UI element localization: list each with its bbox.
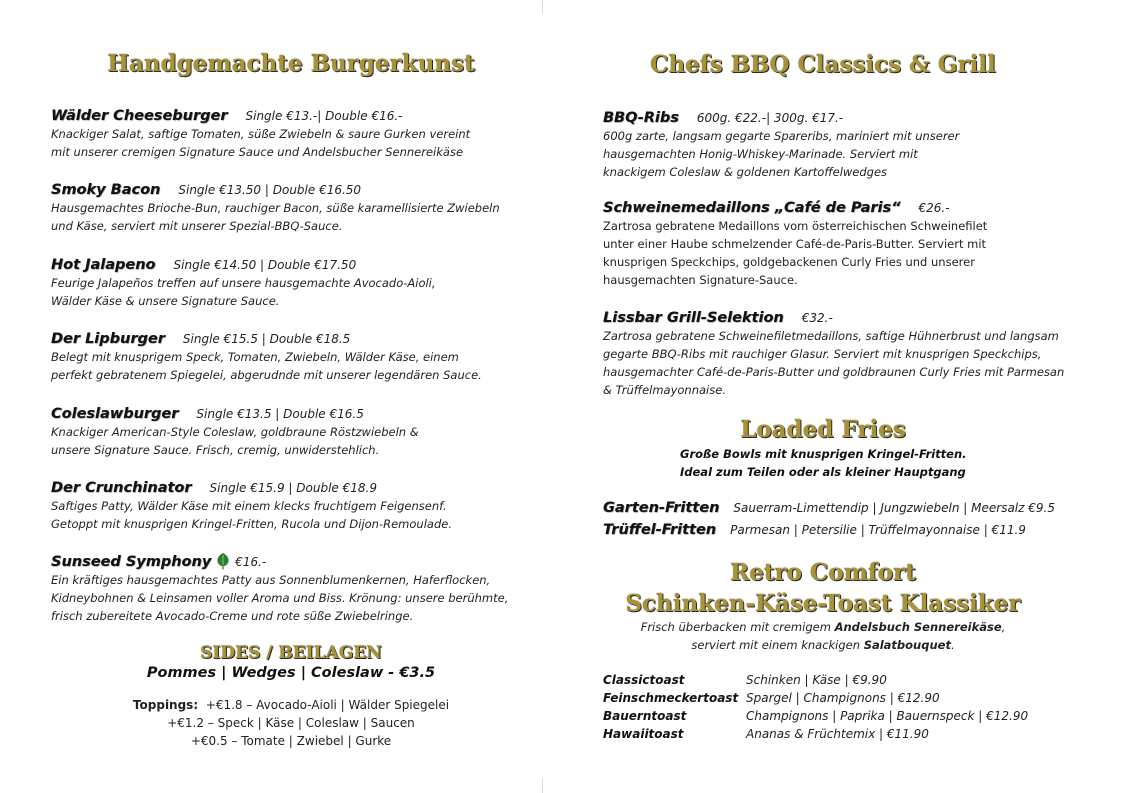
item-name: Lissbar Grill-Selektion <box>603 310 784 326</box>
item-name: Schweinemedaillons „Café de Paris“ <box>603 200 901 216</box>
menu-item <box>603 107 1083 181</box>
menu-item <box>51 328 531 384</box>
item-desc-line: knusprigen Speckchips, goldgebackenen Curly Fries und unserer <box>603 255 975 269</box>
item-name: Wälder Cheeseburger <box>51 108 228 124</box>
menu-item <box>51 105 531 161</box>
item-desc-line: perfekt gebratenem Spiegelei, abgerudnde mit unserer legendären Sauce. <box>51 368 482 382</box>
fold-line-bottom <box>542 778 543 793</box>
item-name: Smoky Bacon <box>51 182 161 198</box>
item-desc-line: Wälder Käse & unsere Signature Sauce. <box>51 294 280 308</box>
item-desc-line: frisch zubereitete Avocado-Creme und rote süße Zwiebelringe. <box>51 609 414 623</box>
item-desc-line: hausgemachten Honig-Whiskey-Marinade. Serviert mit <box>603 147 918 161</box>
menu-item <box>51 403 531 459</box>
item-desc-line: Hausgemachtes Brioche-Bun, rauchiger Bacon, süße karamellisierte Zwiebeln <box>51 201 500 215</box>
burger-section-title: Handgemachte Burgerkunst <box>107 50 475 77</box>
menu-item <box>51 254 531 310</box>
item-desc-line: unsere Signature Sauce. Frisch, cremig, unwiderstehlich. <box>51 443 380 457</box>
item-desc-line: unter einer Haube schmelzender Café-de-Paris-Butter. Serviert mit <box>603 237 987 251</box>
toppings-label: Toppings: <box>132 698 199 712</box>
item-desc-line: hausgemachter Café-de-Paris-Butter und goldbraunen Curly Fries mit Parmesan <box>603 365 1065 379</box>
retro-sub-bold: Andelsbuch Sennereikäse <box>834 620 1002 634</box>
menu-item <box>51 477 531 533</box>
retro-title-1: Retro Comfort <box>730 559 916 586</box>
toast-row <box>603 707 1028 725</box>
fries-desc: Sauerram-Limettendip | Jungzwiebeln | Meersalz €9.5 <box>733 501 1055 515</box>
item-price: Single €15.9 | Double €18.9 <box>209 481 377 495</box>
item-price: Single €14.50 | Double €17.50 <box>173 258 357 272</box>
retro-subtitle-2 <box>583 636 1063 654</box>
item-desc-line: Saftiges Patty, Wälder Käse mit einem klecks fruchtigem Feigensenf. <box>51 499 447 513</box>
sides-line: Pommes | Wedges | Coleslaw - €3.5 <box>146 665 436 681</box>
item-price: €16.- <box>235 555 267 569</box>
item-price: Single €15.5 | Double €18.5 <box>182 332 351 346</box>
toast-name: Feinschmeckertoast <box>603 691 739 705</box>
toast-desc: Champignons | Paprika | Bauernspeck | €12.90 <box>746 709 1029 723</box>
toast-desc: Schinken | Käse | €9.90 <box>746 673 887 687</box>
retro-title-2: Schinken-Käse-Toast Klassiker <box>625 590 1021 617</box>
item-desc-line: Zartrosa gebratene Medaillons vom österreichischen Schweinefilet <box>603 219 988 233</box>
sides-title: SIDES / BEILAGEN <box>200 643 382 663</box>
fries-name: Garten-Fritten <box>603 500 720 516</box>
fries-row <box>603 497 1083 516</box>
fries-name: Trüffel-Fritten <box>603 522 717 538</box>
item-desc-line: Kidneybohnen & Leinsamen voller Aroma und Biss. Krönung: unsere berühmte, <box>51 591 509 605</box>
topping-line: +€1.8 – Avocado-Aioli | Wälder Spiegelei <box>205 698 450 712</box>
item-desc-line: 600g zarte, langsam gegarte Spareribs, mariniert mit unserer <box>603 129 960 143</box>
item-desc-line: & Trüffelmayonnaise. <box>603 383 726 397</box>
toast-desc: Ananas & Früchtemix | €11.90 <box>746 727 929 741</box>
item-desc-line: hausgemachten Signature-Sauce. <box>603 273 798 287</box>
item-name: Der Lipburger <box>51 331 165 347</box>
menu-item <box>603 197 1083 289</box>
item-desc-line: gegarte BBQ-Ribs mit rauchiger Glasur. Serviert mit knusprigen Speckchips, <box>603 347 1042 361</box>
item-desc-line: und Käse, serviert mit unserer Spezial-BBQ-Sauce. <box>51 219 343 233</box>
menu-item <box>51 179 531 235</box>
item-price: 600g. €22.-| 300g. €17.- <box>696 111 844 125</box>
toppings-block <box>51 696 531 750</box>
topping-line: +€0.5 – Tomate | Zwiebel | Gurke <box>190 734 392 748</box>
fries-row <box>603 519 1083 538</box>
item-price: Single €13.-| Double €16.- <box>245 109 403 123</box>
fold-line-top <box>542 0 543 14</box>
fries-desc: Parmesan | Petersilie | Trüffelmayonnaise | €11.9 <box>730 523 1026 537</box>
retro-sub-text: , <box>1001 620 1006 634</box>
item-name: Sunseed Symphony <box>51 554 212 570</box>
retro-sub-text: serviert mit einem knackigen <box>691 638 864 652</box>
item-name: Hot Jalapeno <box>51 257 156 273</box>
menu-item <box>603 307 1083 399</box>
retro-sub-text: Frisch überbacken mit cremigem <box>640 620 835 634</box>
fries-section-title: Loaded Fries <box>740 416 906 443</box>
fries-subtitle-2: Ideal zum Teilen oder als kleiner Hauptgang <box>680 465 966 479</box>
leaf-icon <box>215 552 231 570</box>
toast-name: Classictoast <box>603 673 685 687</box>
toast-row <box>603 671 1028 689</box>
retro-sub-bold: Salatbouquet <box>863 638 951 652</box>
toast-row <box>603 689 1028 707</box>
item-desc-line: Knackiger American-Style Coleslaw, goldbraune Röstzwiebeln & <box>51 425 419 439</box>
item-name: Der Crunchinator <box>51 480 192 496</box>
item-price: Single €13.50 | Double €16.50 <box>178 183 362 197</box>
item-desc-line: Getoppt mit knusprigen Kringel-Fritten, Rucola und Dijon-Remoulade. <box>51 517 452 531</box>
toast-name: Bauerntoast <box>603 709 687 723</box>
item-desc-line: Ein kräftiges hausgemachtes Patty aus Sonnenblumenkernen, Haferflocken, <box>51 573 491 587</box>
menu-item <box>51 551 531 625</box>
toast-name: Hawaiitoast <box>603 727 684 741</box>
item-desc-line: Feurige Jalapeños treffen auf unsere hausgemachte Avocado-Aioli, <box>51 276 436 290</box>
item-price: Single €13.5 | Double €16.5 <box>196 407 364 421</box>
toast-row <box>603 725 1028 743</box>
fries-subtitle-1: Große Bowls mit knusprigen Kringel-Fritten. <box>680 447 967 461</box>
item-price: €26.- <box>918 201 950 215</box>
item-name: BBQ-Ribs <box>603 110 679 126</box>
retro-subtitle-1 <box>583 618 1063 636</box>
item-desc-line: Belegt mit knusprigem Speck, Tomaten, Zwiebeln, Wälder Käse, einem <box>51 350 459 364</box>
item-name: Coleslawburger <box>51 406 179 422</box>
item-desc-line: mit unserer cremigen Signature Sauce und Andelsbucher Sennereikäse <box>51 145 464 159</box>
topping-line: +€1.2 – Speck | Käse | Coleslaw | Saucen <box>167 716 415 730</box>
toast-desc: Spargel | Champignons | €12.90 <box>746 691 940 705</box>
bbq-section-title: Chefs BBQ Classics & Grill <box>650 51 996 78</box>
toast-table <box>603 671 1028 743</box>
item-desc-line: Zartrosa gebratene Schweinefiletmedaillons, saftige Hühnerbrust und langsam <box>603 329 1059 343</box>
retro-sub-text: . <box>950 638 955 652</box>
item-desc-line: knackigem Coleslaw & goldenen Kartoffelwedges <box>603 165 888 179</box>
item-price: €32.- <box>801 311 833 325</box>
item-desc-line: Knackiger Salat, saftige Tomaten, süße Zwiebeln & saure Gurken vereint <box>51 127 471 141</box>
